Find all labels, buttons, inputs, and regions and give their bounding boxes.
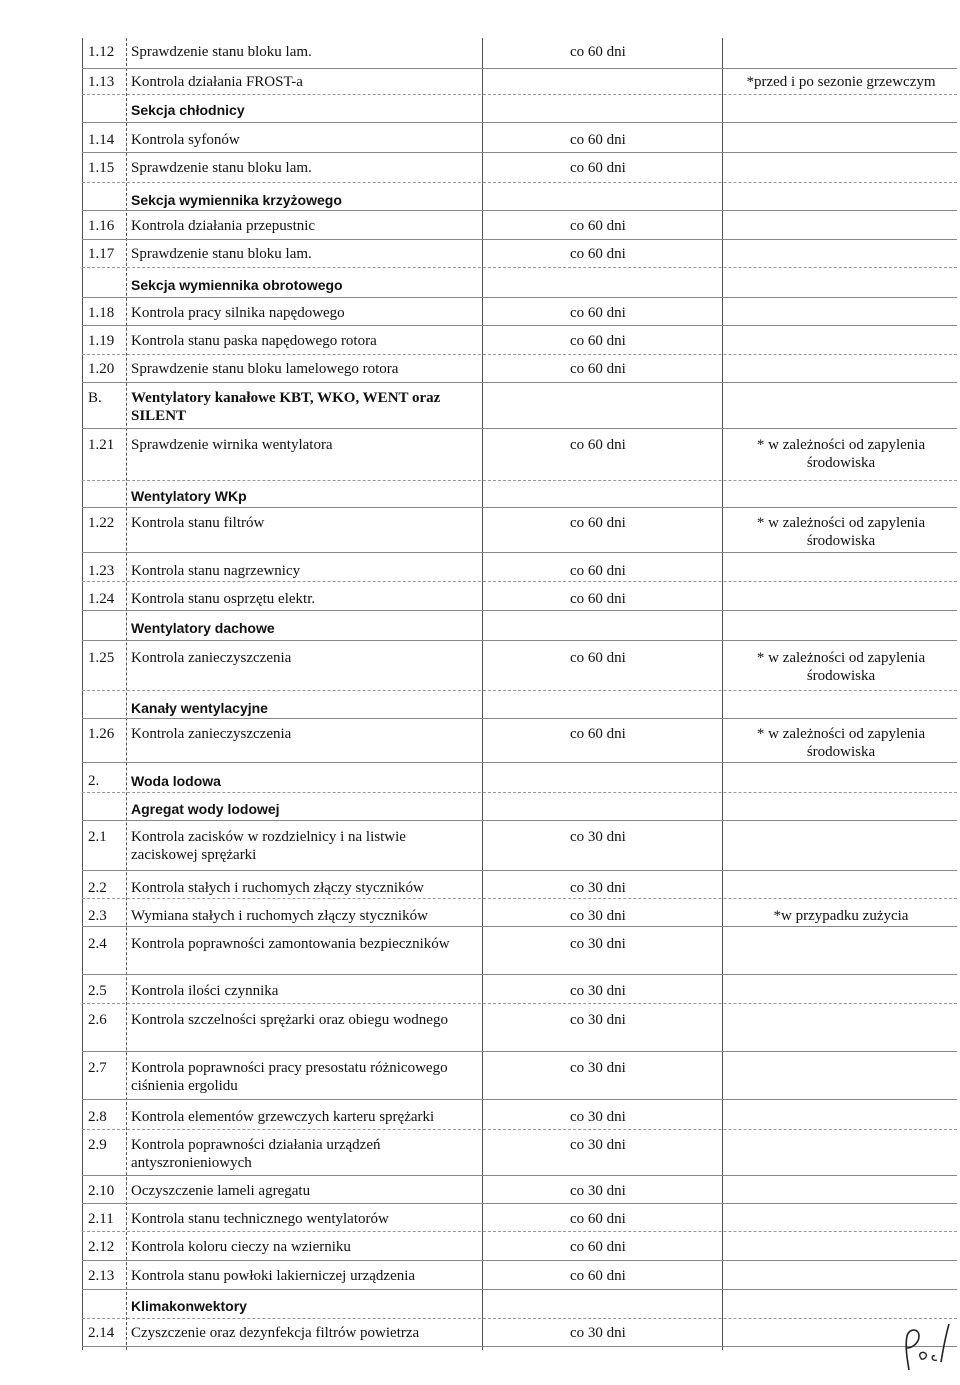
task-description: Kontrola koloru cieczy na wzierniku: [131, 1239, 351, 1255]
item-number: 2.5: [88, 983, 107, 999]
task-frequency: co 30 dni: [570, 1183, 626, 1199]
item-number: 1.13: [88, 74, 115, 90]
task-frequency: co 60 dni: [570, 1239, 626, 1255]
task-note: *w przypadku zużycia: [773, 908, 909, 924]
task-description: Kontrola zacisków w rozdzielnicy i na listwie zaciskowej sprężarki: [131, 829, 406, 863]
task-description: Kontrola ilości czynnika: [131, 983, 279, 999]
description-column-divider: [482, 38, 483, 1350]
item-number: 2.14: [88, 1325, 115, 1341]
item-number: 1.19: [88, 333, 115, 349]
row-divider: [82, 1231, 957, 1232]
item-number: 1.23: [88, 563, 115, 579]
row-divider: [82, 820, 957, 821]
section-heading: Agregat wody lodowej: [131, 801, 280, 817]
frequency-column-divider: [722, 38, 723, 1350]
task-frequency: co 60 dni: [570, 361, 626, 377]
task-description: Kontrola stałych i ruchomych złączy styczników: [131, 880, 424, 896]
task-frequency: co 60 dni: [570, 515, 626, 531]
row-divider: [82, 94, 957, 95]
item-number: 2.11: [88, 1211, 114, 1227]
row-divider: [82, 610, 957, 611]
item-number: 2.8: [88, 1109, 107, 1125]
row-divider: [82, 122, 957, 123]
item-number: 2.: [88, 773, 100, 789]
task-description: Kontrola poprawności działania urządzeń antyszronieniowych: [131, 1137, 381, 1171]
task-frequency: co 60 dni: [570, 563, 626, 579]
row-divider: [82, 267, 957, 268]
task-frequency: co 60 dni: [570, 132, 626, 148]
task-frequency: co 60 dni: [570, 218, 626, 234]
item-number: 1.25: [88, 650, 115, 666]
section-heading: Wentylatory WKp: [131, 488, 247, 504]
item-number: 1.18: [88, 305, 115, 321]
row-divider: [82, 480, 957, 481]
row-divider: [82, 552, 957, 553]
task-description: Kontrola poprawności zamontowania bezpieczników: [131, 936, 450, 952]
task-frequency: co 60 dni: [570, 650, 626, 666]
item-number: 1.26: [88, 726, 115, 742]
row-divider: [82, 1129, 957, 1130]
item-number: 1.20: [88, 361, 115, 377]
task-description: Czyszczenie oraz dezynfekcja filtrów powietrza: [131, 1325, 420, 1341]
row-divider: [82, 239, 957, 240]
task-frequency: co 60 dni: [570, 726, 626, 742]
task-frequency: co 60 dni: [570, 437, 626, 453]
row-divider: [82, 870, 957, 871]
task-description: Kontrola syfonów: [131, 132, 240, 148]
row-divider: [82, 1289, 957, 1290]
task-frequency: co 30 dni: [570, 1325, 626, 1341]
task-frequency: co 60 dni: [570, 333, 626, 349]
item-number: 2.13: [88, 1268, 115, 1284]
row-divider: [82, 974, 957, 975]
item-number: 1.17: [88, 246, 115, 262]
item-number: B.: [88, 390, 102, 406]
row-divider: [82, 354, 957, 355]
task-note: * w zależności od zapylenia środowiska: [756, 726, 926, 760]
task-frequency: co 30 dni: [570, 1060, 626, 1076]
task-description: Wymiana stałych i ruchomych złączy styczników: [131, 908, 428, 924]
row-divider: [82, 1346, 957, 1347]
task-frequency: co 30 dni: [570, 936, 626, 952]
number-column-divider: [126, 38, 127, 1350]
task-frequency: co 60 dni: [570, 246, 626, 262]
item-number: 2.12: [88, 1239, 115, 1255]
task-description: Kontrola zanieczyszczenia: [131, 650, 292, 666]
item-number: 2.9: [88, 1137, 107, 1153]
row-divider: [82, 1003, 957, 1004]
signature-mark: [895, 1318, 957, 1378]
task-description: Sprawdzenie stanu bloku lamelowego rotora: [131, 361, 399, 377]
task-frequency: co 30 dni: [570, 908, 626, 924]
section-heading: Sekcja wymiennika krzyżowego: [131, 192, 342, 208]
section-heading: Wentylatory dachowe: [131, 620, 275, 636]
task-description: Sprawdzenie stanu bloku lam.: [131, 44, 312, 60]
item-number: 2.1: [88, 829, 107, 845]
task-description: Kontrola pracy silnika napędowego: [131, 305, 345, 321]
item-number: 1.12: [88, 44, 115, 60]
row-divider: [82, 152, 957, 153]
task-description: Kontrola działania przepustnic: [131, 218, 316, 234]
item-number: 1.24: [88, 591, 115, 607]
row-divider: [82, 762, 957, 763]
task-description: Kontrola stanu osprzętu elektr.: [131, 591, 316, 607]
row-divider: [82, 898, 957, 899]
item-number: 1.15: [88, 160, 115, 176]
task-description: Kontrola szczelności sprężarki oraz obiegu wodnego: [131, 1012, 448, 1028]
task-frequency: co 30 dni: [570, 983, 626, 999]
section-heading: Sekcja chłodnicy: [131, 102, 245, 118]
item-number: 2.3: [88, 908, 107, 924]
item-number: 1.21: [88, 437, 115, 453]
task-frequency: co 30 dni: [570, 829, 626, 845]
task-note: * w zależności od zapylenia środowiska: [756, 437, 926, 471]
row-divider: [82, 1051, 957, 1052]
section-heading: Woda lodowa: [131, 773, 221, 789]
item-number: 2.4: [88, 936, 107, 952]
task-note: *przed i po sezonie grzewczym: [746, 74, 936, 90]
task-description: Sprawdzenie stanu bloku lam.: [131, 246, 312, 262]
item-number: 2.2: [88, 880, 107, 896]
task-description: Kontrola elementów grzewczych karteru sprężarki: [131, 1109, 435, 1125]
row-divider: [82, 325, 957, 326]
row-divider: [82, 1203, 957, 1204]
row-divider: [82, 792, 957, 793]
task-description: Kontrola poprawności pracy presostatu różnicowego ciśnienia ergolidu: [131, 1060, 448, 1094]
task-frequency: co 60 dni: [570, 44, 626, 60]
row-divider: [82, 718, 957, 719]
task-description: Kontrola zanieczyszczenia: [131, 726, 292, 742]
section-heading: Sekcja wymiennika obrotowego: [131, 277, 343, 293]
row-divider: [82, 1318, 957, 1319]
task-description: Oczyszczenie lameli agregatu: [131, 1183, 311, 1199]
task-note: * w zależności od zapylenia środowiska: [756, 650, 926, 684]
task-description: Sprawdzenie stanu bloku lam.: [131, 160, 312, 176]
item-number: 1.16: [88, 218, 115, 234]
row-divider: [82, 382, 957, 383]
row-divider: [82, 690, 957, 691]
item-number: 1.22: [88, 515, 115, 531]
task-frequency: co 60 dni: [570, 305, 626, 321]
item-number: 1.14: [88, 132, 115, 148]
task-description: Kontrola stanu nagrzewnicy: [131, 563, 301, 579]
row-divider: [82, 297, 957, 298]
section-heading: Klimakonwektory: [131, 1298, 247, 1314]
row-divider: [82, 68, 957, 69]
row-divider: [82, 581, 957, 582]
row-divider: [82, 1175, 957, 1176]
task-frequency: co 30 dni: [570, 1137, 626, 1153]
task-frequency: co 30 dni: [570, 1012, 626, 1028]
section-heading: Wentylatory kanałowe KBT, WKO, WENT oraz: [131, 390, 441, 406]
task-description: Kontrola stanu technicznego wentylatorów: [131, 1211, 389, 1227]
task-description: Sprawdzenie wirnika wentylatora: [131, 437, 333, 453]
task-frequency: co 30 dni: [570, 880, 626, 896]
row-divider: [82, 640, 957, 641]
task-frequency: co 30 dni: [570, 1109, 626, 1125]
task-description: Kontrola działania FROST-a: [131, 74, 303, 90]
task-frequency: co 60 dni: [570, 1211, 626, 1227]
task-description: Kontrola stanu filtrów: [131, 515, 265, 531]
task-frequency: co 60 dni: [570, 1268, 626, 1284]
task-frequency: co 60 dni: [570, 160, 626, 176]
section-heading: Kanały wentylacyjne: [131, 700, 268, 716]
task-description: Kontrola stanu paska napędowego rotora: [131, 333, 377, 349]
row-divider: [82, 926, 957, 927]
row-divider: [82, 1099, 957, 1100]
task-description: Kontrola stanu powłoki lakierniczej urządzenia: [131, 1268, 416, 1284]
task-frequency: co 60 dni: [570, 591, 626, 607]
row-divider: [82, 182, 957, 183]
task-note: * w zależności od zapylenia środowiska: [756, 515, 926, 549]
item-number: 2.6: [88, 1012, 107, 1028]
item-number: 2.7: [88, 1060, 107, 1076]
left-border: [82, 38, 83, 1350]
row-divider: [82, 1260, 957, 1261]
item-number: 2.10: [88, 1183, 115, 1199]
row-divider: [82, 507, 957, 508]
row-divider: [82, 428, 957, 429]
row-divider: [82, 210, 957, 211]
section-heading: SILENT: [131, 408, 187, 424]
